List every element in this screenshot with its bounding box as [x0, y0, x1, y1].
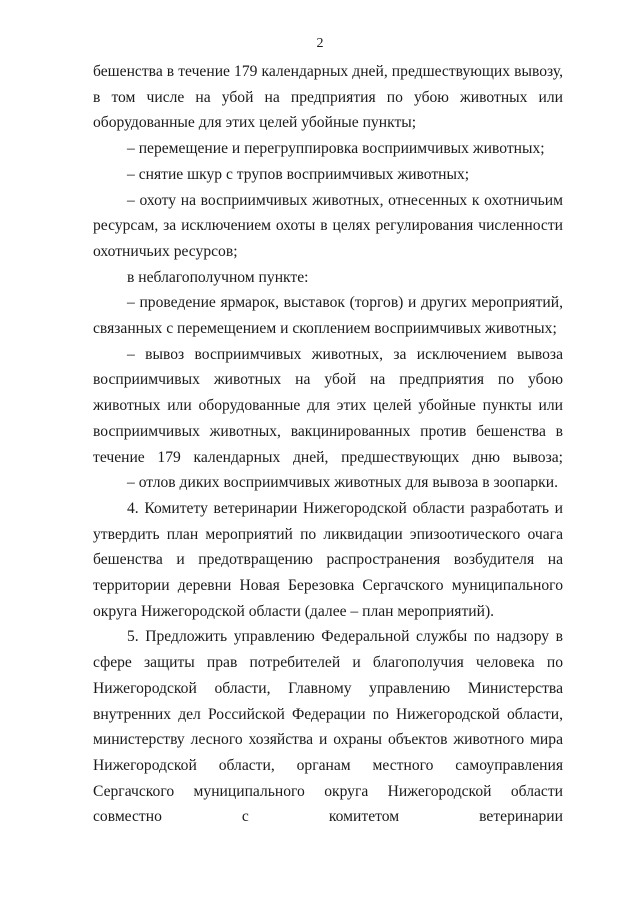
paragraph-fairs-exhibitions: – проведение ярмарок, выставок (торгов) и других мероприятий, связанных с перемещением и скоплением восприимчивых животных;: [93, 294, 563, 338]
paragraph-movement-regrouping: – перемещение и перегруппировка восприимчивых животных;: [127, 140, 545, 158]
paragraph-capture-wild-animals: – отлов диких восприимчивых животных для вывоза в зоопарки.: [127, 474, 558, 492]
paragraph-hunting: – охоту на восприимчивых животных, отнесенных к охотничьим ресурсам, за исключением охоты в целях регулирования численности охотничьих ресурсов;: [93, 191, 563, 260]
paragraph-skinning-carcasses: – снятие шкур с трупов восприимчивых животных;: [127, 165, 470, 183]
paragraph-item-4-action-plan: 4. Комитету ветеринарии Нижегородской области разработать и утвердить план мероприятий по ликвидации эпизоотического очага бешенства и предотвращению распространения возбудителя на территории деревни Новая Березовка Сергачского муниципального округа Нижегородской области (далее – план мероприятий).: [93, 499, 563, 620]
document-body: [93, 59, 563, 830]
paragraph-rabies-vaccination-continuation: бешенства в течение 179 календарных дней, предшествующих вывозу, в том числе на убой на предприятия по убою животных или оборудованные для этих целей убойные пункты;: [93, 63, 563, 132]
paragraph-export-animals: – вывоз восприимчивых животных, за исключением вывоза восприимчивых животных на убой на предприятия по убою животных или оборудованные для этих целей убойные пункты или восприимчивых животных, вакцинированных против бешенства в течение 179 календарных дней, предшествующих дню вывоза;: [93, 345, 563, 466]
paragraph-item-5-agencies: 5. Предложить управлению Федеральной службы по надзору в сфере защиты прав потребителей и благополучия человека по Нижегородской области, Главному управлению Министерства внутренних дел Российской Федерации по Нижегородской области, министерству лесного хозяйства и охраны объектов животного мира Нижегородской области, органам местного самоуправления Сергачского муниципального округа Нижегородской области совместно с комитетом ветеринарии: [93, 628, 563, 826]
page-number: 2: [316, 36, 324, 51]
paragraph-unfavorable-point-heading: в неблагополучном пункте:: [127, 268, 309, 286]
